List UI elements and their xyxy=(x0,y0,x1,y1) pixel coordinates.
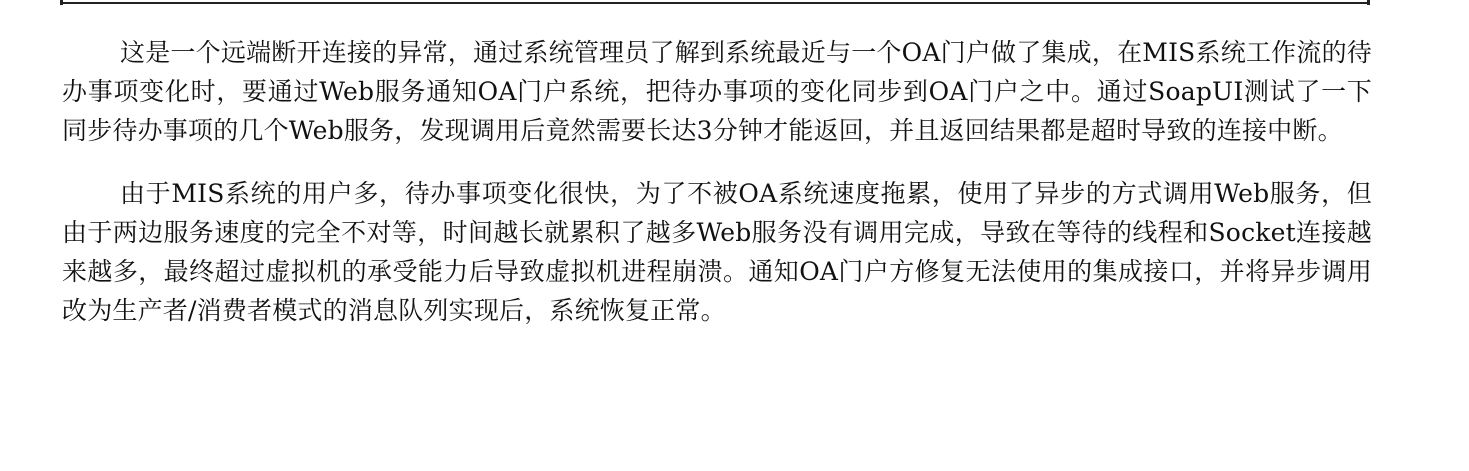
border-right-tick xyxy=(1367,0,1370,5)
border-left-tick xyxy=(60,0,63,5)
paragraph-connection-exception: 这是一个远端断开连接的异常，通过系统管理员了解到系统最近与一个OA门户做了集成，在MIS系统工作流的待办事项变化时，要通过Web服务通知OA门户系统，把待办事项的变化同步到OA门户之中。通过SoapUI测试了一下同步待办事项的几个Web服务，发现调用后竟然需要长达3分钟才能返回，并且返回结果都是超时导致的连接中断。 xyxy=(62,38,1372,145)
page-top-border xyxy=(61,0,1369,4)
paragraph-async-web-service: 由于MIS系统的用户多，待办事项变化很快，为了不被OA系统速度拖累，使用了异步的方式调用Web服务，但由于两边服务速度的完全不对等，时间越长就累积了越多Web服务没有调用完成，导致在等待的线程和Socket连接越来越多，最终超过虚拟机的承受能力后导致虚拟机进程崩溃。通知OA门户方修复无法使用的集成接口，并将异步调用改为生产者/消费者模式的消息队列实现后，系统恢复正常。 xyxy=(62,179,1372,325)
document-body xyxy=(62,33,1372,330)
